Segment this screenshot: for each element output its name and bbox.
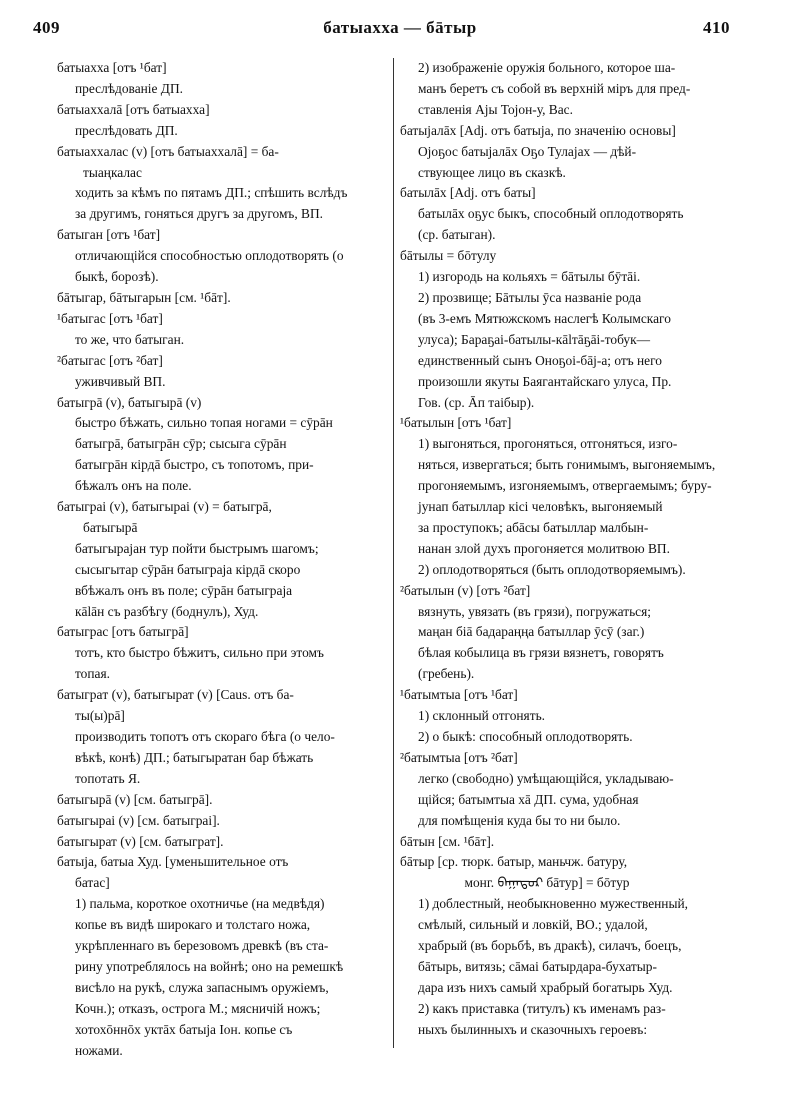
column-divider (393, 58, 394, 1048)
entry-text-line: батыгырајан тур пойти быстрымъ шагомъ; (75, 540, 319, 556)
entry-headword-line: бāтылы = бōтулу (400, 248, 497, 264)
entry-headword-line: батыгыраі (v) [см. батыграі]. (57, 812, 220, 828)
entry-text-line: улуса); Бараҕаі-батылы-кālтāҕāі-тобук— (418, 331, 651, 347)
entry-headword-line: ¹батылын [отъ ¹бат] (400, 415, 512, 431)
entry-headword-line: батыган [отъ ¹бат] (57, 227, 161, 243)
entry-text-line: тыаңкалас (83, 164, 142, 180)
entry-headword-line: бāтыгар, бāтыгарын [см. ¹бāт]. (57, 289, 231, 305)
entry-headword-line: бāтын [см. ¹бāт]. (400, 833, 495, 849)
entry-text-line: (ср. батыган). (418, 227, 496, 243)
entry-text-line: смѣлый, сильный и ловкій, ВО.; удалой, (418, 917, 648, 933)
entry-text-line: ныхъ былинныхъ и сказочныхъ героевъ: (418, 1021, 648, 1037)
entry-headword-line: батыграс [отъ батыгрā] (57, 624, 189, 640)
entry-text-line: 2) изображеніе оружія больного, которое ша- (418, 60, 676, 75)
entry-text-line: рину употреблялось на войнѣ; оно на ремешкѣ (75, 958, 344, 974)
entry-headword-line: батыахxалā [отъ батыахха] (57, 101, 210, 117)
entry-text-line: няться, извергаться; быть гонимымъ, выгоняемымъ, (418, 457, 716, 473)
entry-headword-line: ²батымтыа [отъ ²бат] (400, 749, 518, 765)
entry-text-line: тотъ, кто быстро бѣжитъ, сильно при этомъ (75, 645, 324, 661)
entry-text-line: за проступокъ; абāсы батыллар малбын- (418, 519, 649, 535)
entry-text-line: дара изъ нихъ самый храбрый богатырь Худ. (418, 979, 673, 995)
entry-text-line: 1) склонный отгонять. (418, 708, 546, 724)
entry-text-line: ствующее лицо въ сказкѣ. (418, 164, 566, 180)
entry-text-line: Кочн.); отказъ, острога М.; мясничій ножъ; (75, 1000, 321, 1016)
entry-headword-line: батыахxалас (v) [отъ батыахxалā] = ба- (57, 143, 279, 159)
entry-text-line: вѣкѣ, конѣ) ДП.; батыгыратан бар бѣжать (75, 749, 314, 765)
entry-text-line: ножами. (75, 1042, 123, 1058)
entry-text-line: произошли якуты Баягантайскаго улуса, Пр. (418, 373, 672, 389)
entry-text-line: прогоняемымъ, изгоняемымъ, отвергаемымъ; буру- (418, 478, 712, 494)
entry-text-line: монг. ᠪᠠᠭᠠᠲᠤᠷ бāтур] = бōтур (464, 875, 630, 891)
entry-text-line: хотохōннōх уктāх батыја Іон. копье съ (75, 1021, 293, 1037)
entry-text-line: висѣло на рукѣ, служа запаснымъ оружіемъ, (75, 979, 329, 995)
entry-text-line: ты(ы)рā] (75, 708, 125, 724)
entry-text-line: Гов. (ср. Āп таібыр). (418, 394, 535, 410)
entry-text-line: ставленія Ајы Тојон-у, Вас. (418, 101, 573, 117)
entry-text-line: батылāх оҕус быкъ, способный оплодотворять (418, 206, 684, 222)
entry-text-line: батыгырā (83, 519, 138, 535)
entry-headword-line: батыја, батыа Худ. [уменьшительное отъ (57, 854, 289, 870)
entry-text-line: (гребень). (418, 666, 475, 682)
entry-text-line: кālāн съ разбѣгу (боднулъ), Худ. (75, 603, 259, 619)
entry-headword-line: бāтыр [ср. тюрк. батыр, маньчж. батуру, (400, 854, 628, 870)
entry-text-line: укрѣпленнаго въ березовомъ древкѣ (въ ста- (75, 938, 329, 954)
entry-text-line: бѣлая кобылица въ грязи вязнетъ, говорятъ (418, 645, 664, 661)
entry-headword-line: батыгрā (v), батыгырā (v) (57, 394, 202, 410)
entry-text-line: батыгрā, батыгрāн сӯр; сысыга сӯрāн (75, 436, 287, 452)
entry-text-line: сысыгытар сӯрāн батыграја кірдā скоро (75, 561, 301, 577)
entry-headword-line: батылāх [Adj. отъ баты] (400, 185, 536, 201)
left-column (57, 58, 385, 1062)
entry-text-line: легко (свободно) умѣщающійся, укладываю- (418, 770, 674, 786)
entry-text-line: быстро бѣжать, сильно топая ногами = сӯрāн (75, 415, 333, 431)
entry-text-line: 2) прозвище; Бāтылы ӯса названіе рода (418, 289, 642, 305)
entry-text-line: отличающійся способностью оплодотворять (о (75, 248, 344, 264)
entry-text-line: преслѣдовать ДП. (75, 122, 178, 138)
entry-headword-line: батыјалāх [Adj. отъ батыја, по значенію основы] (400, 122, 676, 138)
entry-text-line: бāтырь, витязь; сāмаі батырдара-бухатыр- (418, 958, 657, 974)
entry-headword-line: батыгырат (v) [см. батыграт]. (57, 833, 224, 849)
entry-headword-line: батыграі (v), батыгыраі (v) = батыгрā, (57, 499, 272, 515)
entry-text-line: батас] (75, 875, 110, 891)
entry-text-line: 1) выгоняться, прогоняться, отгоняться, изго- (418, 436, 678, 452)
entry-text-line: вязнуть, увязать (въ грязи), погружаться; (418, 603, 652, 619)
entry-text-line: за другимъ, гоняться другъ за другомъ, ВП. (75, 206, 323, 222)
entry-headword-line: ¹батымтыа [отъ ¹бат] (400, 687, 518, 703)
entry-text-line: 2) какъ приставка (титулъ) къ именамъ раз- (418, 1000, 666, 1016)
entry-headword-line: батыгрaт (v), батыгырат (v) [Caus. отъ ба- (57, 687, 294, 703)
running-header: батыахха — бāтыр (323, 18, 477, 37)
entry-text-line: преслѣдованіе ДП. (75, 80, 183, 96)
entry-headword-line: ¹батыгас [отъ ¹бат] (57, 310, 163, 326)
entry-text-line: производить топотъ отъ скораго бѣга (о чело- (75, 729, 335, 744)
entry-text-line: 1) пальма, короткое охотничье (на медвѣдя) (75, 896, 325, 912)
entry-text-line: топая. (75, 666, 110, 682)
entry-text-line: 1) изгородь на кольяхъ = бāтылы бӯтāі. (418, 269, 641, 285)
entry-text-line: щійся; батымтыа хā ДП. сума, удобная (418, 791, 639, 807)
entry-headword-line: батыгырā (v) [см. батыгрā]. (57, 791, 213, 807)
entry-text-line: единственный сынъ Оноҕоі-бāј-а; отъ него (418, 352, 662, 368)
entry-text-line: 1) доблестный, необыкновенно мужественный, (418, 896, 688, 912)
entry-text-line: ходить за кѣмъ по пятамъ ДП.; спѣшить вслѣдъ (75, 185, 348, 201)
entry-text-line: јунап батыллар кісі человѣкъ, выгоняемый (418, 499, 663, 515)
right-column (400, 58, 734, 1041)
entry-text-line: бѣжалъ онъ на поле. (75, 478, 192, 494)
entry-text-line: уживчивый ВП. (75, 373, 166, 389)
entry-text-line: маңан біā бадараңңа батыллар ӯсӯ (заг.) (418, 624, 645, 640)
entry-text-line: Ојоҕос батыјалāх Оҕо Тулајах — дѣй- (418, 143, 637, 159)
entry-text-line: для помѣщенія куда бы то ни было. (418, 812, 621, 828)
entry-text-line: 2) оплодотворяться (быть оплодотворяемымъ). (418, 561, 686, 577)
entry-headword-line: ²батылын (v) [отъ ²бат] (400, 582, 531, 598)
entry-text-line: манъ беретъ съ собой въ верхній міръ для пред- (418, 80, 691, 96)
entry-text-line: (въ 3-емъ Мятюжскомъ наслегѣ Колымскаго (418, 310, 671, 326)
entry-headword-line: ²батыгас [отъ ²бат] (57, 352, 163, 368)
entry-text-line: копье въ видѣ широкаго и толстаго ножа, (75, 917, 311, 933)
entry-text-line: топотать Я. (75, 770, 141, 786)
page-number-right: 410 (703, 18, 730, 37)
entry-text-line: храбрый (въ борьбѣ, въ дракѣ), силачъ, боецъ, (418, 938, 682, 954)
entry-text-line: то же, что батыган. (75, 331, 185, 347)
entry-text-line: вбѣжалъ онъ въ поле; сӯрāн батыграја (75, 582, 293, 598)
entry-text-line: быкѣ, борозѣ). (75, 269, 159, 285)
entry-text-line: батыгрāн кірдā быстро, съ топотомъ, при- (75, 457, 314, 473)
entry-text-line: нанан злой духъ прогоняется молитвою ВП. (418, 540, 670, 556)
entry-headword-line: батыахха [отъ ¹бат] (57, 60, 167, 75)
entry-text-line: 2) о быкѣ: способный оплодотворять. (418, 729, 633, 744)
page-number-left: 409 (33, 18, 60, 37)
